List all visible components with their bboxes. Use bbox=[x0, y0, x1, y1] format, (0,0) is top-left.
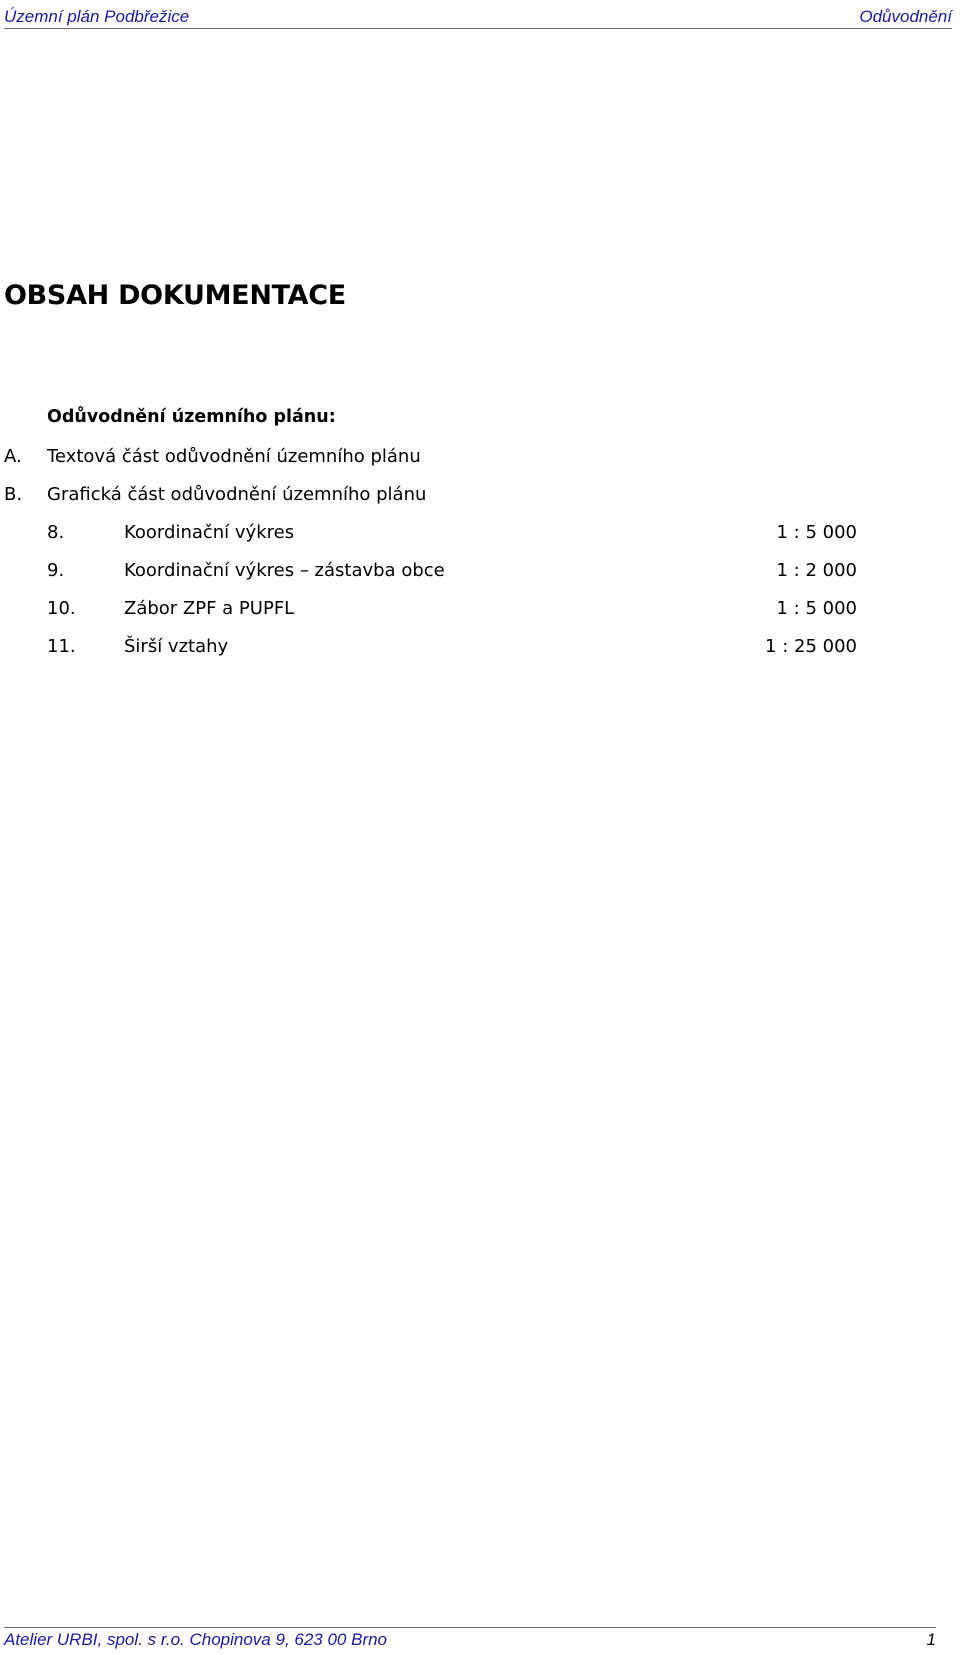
item-number: 11. bbox=[47, 636, 76, 657]
page-footer bbox=[4, 1627, 936, 1652]
page-number: 1 bbox=[926, 1630, 936, 1649]
item-scale: 1 : 25 000 bbox=[765, 636, 857, 657]
page-header bbox=[4, 6, 952, 29]
list-item bbox=[47, 636, 857, 662]
item-label: Koordinační výkres bbox=[124, 522, 295, 543]
page-title: OBSAH DOKUMENTACE bbox=[4, 280, 346, 311]
section-text: Grafická část odůvodnění územního plánu bbox=[47, 484, 427, 505]
item-label: Širší vztahy bbox=[124, 636, 229, 657]
contents-subheading: Odůvodnění územního plánu: bbox=[47, 407, 336, 427]
item-number: 9. bbox=[47, 560, 65, 581]
footer-company-address: Atelier URBI, spol. s r.o. Chopinova 9, 623 00 Brno bbox=[4, 1630, 388, 1649]
item-label: Zábor ZPF a PUPFL bbox=[124, 598, 295, 619]
header-document-name: Územní plán Podbřežice bbox=[4, 7, 190, 26]
item-scale: 1 : 5 000 bbox=[776, 522, 857, 543]
list-item bbox=[47, 522, 857, 548]
list-item bbox=[47, 560, 857, 586]
header-section-name: Odůvodnění bbox=[859, 7, 952, 26]
item-number: 10. bbox=[47, 598, 76, 619]
item-number: 8. bbox=[47, 522, 65, 543]
item-label: Koordinační výkres – zástavba obce bbox=[124, 560, 445, 581]
list-item bbox=[47, 598, 857, 624]
section-letter: A. bbox=[4, 446, 22, 467]
section-letter: B. bbox=[4, 484, 23, 505]
item-scale: 1 : 5 000 bbox=[776, 598, 857, 619]
section-text: Textová část odůvodnění územního plánu bbox=[47, 446, 421, 467]
item-scale: 1 : 2 000 bbox=[776, 560, 857, 581]
